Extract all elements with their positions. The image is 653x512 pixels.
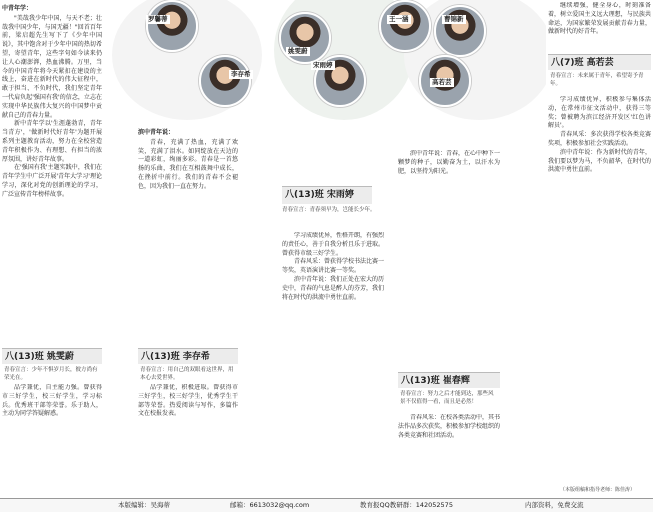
student-name: 高若芸 xyxy=(432,78,452,86)
footer-note: 内部资料，免费交流 xyxy=(525,501,584,509)
section-body xyxy=(138,384,238,494)
section-title: 八(13)班 姚雯蔚 xyxy=(2,348,102,364)
right-top-column xyxy=(548,2,651,50)
footer-qq-group: 教育报QQ教研群：142052575 xyxy=(360,501,453,509)
youth-declaration: 青春宣言：努力之后才能到达，那些风景不仅值得一看，而且是必然！ xyxy=(400,391,494,405)
student-name: 宋雨婷 xyxy=(313,61,333,69)
section-body xyxy=(398,414,500,494)
paragraph: 学习成绩优异，性格开朗，有强烈的责任心，善于自我分析且乐于进取。曾获得市级三好学生。 xyxy=(282,232,384,257)
paragraph: 在'强国有我'主题实践中，我们在青年学生中广泛开展'青年大学习'理论学习，深化对党的创新理论的学习，广泛宣传青年榜样故事。 xyxy=(2,164,102,198)
youth-declaration: 青春宣言：用自己的双眼看这世界，用本心去爱世界。 xyxy=(140,367,234,381)
section-body xyxy=(2,384,102,494)
youth-declaration: 青春宣言：未来属于青年，希望寄予青年。 xyxy=(550,73,644,87)
section-body xyxy=(548,96,651,481)
paragraph: 滨中青年说：我们正处在宏大的历史中，青春的气息是醉人的芬芳，我们将在时代的洪流中勇往直前。 xyxy=(282,275,384,301)
portrait-photo xyxy=(434,5,486,57)
right-center-column xyxy=(398,150,500,365)
portrait-photo xyxy=(279,12,331,64)
page-footer xyxy=(0,498,653,512)
student-name: 曹锦新 xyxy=(444,15,464,23)
portrait-photo xyxy=(146,0,198,52)
student-name: 姚雯蔚 xyxy=(288,47,308,55)
paragraph: 学习成绩优异，积极参与集体活动，在常州市征文活动中，获得三等奖；曾被聘为滨江经济开发区'红色讲解员'。 xyxy=(548,96,651,130)
intro-column xyxy=(2,2,102,342)
subheading: 滨中青年说： xyxy=(138,129,175,136)
paragraph: 新中青年学以'生涯蓬勃青，青年当青方'，'做新时代好青年'为题开展系列主题教育活动，努力在全校营造青年积极作为、有理想、有担当的浓厚氛围，讲好青年故事。 xyxy=(2,120,102,163)
section-title: 八(13)班 宋雨婷 xyxy=(282,186,372,204)
paragraph: "美哉我少年中国，与天不老；壮哉我中国少年，与国无疆！"回首百年前，梁启超先生写下了《少年中国说》，其中饱含对于少年中国的热切希望，寄望青年，这些字句如今读来仍让人心潮澎湃，热血沸腾。万里，当今的中国青年将今天紧扣在建设的主线上，奋进在新时代的伟大征程中，敢于担当、不负时代，我们坚定青年一代肩负起'强国有我'的信念，立志在实现中华民族伟大复兴的中国梦中贡献自己的青春力量。 xyxy=(2,14,102,119)
student-name: 罗馨蒂 xyxy=(148,15,168,23)
paragraph: 中青年学： xyxy=(2,5,33,12)
portrait-photo xyxy=(199,55,251,107)
footer-email: 邮箱：6613032@qq.com xyxy=(230,501,310,509)
photo-collage xyxy=(104,0,546,122)
paragraph: 青春，充满了热血，充满了欢笑，充满了泪水。如同绽放在天边的一道彩虹，绚丽多彩。青春是一首悠扬的乐曲，我们在互相鼓舞中成长，在挫折中前行。我们的青春不会褪色，因为我们一直在努力。 xyxy=(138,138,238,190)
paragraph: 滨中青年说：青春，在心中种下一颗梦的种子，以勤奋为土，以汗水为肥，以坚持为阳光。 xyxy=(398,150,500,175)
youth-declaration: 青春宣言：青春须早为，岂能长少年。 xyxy=(282,207,376,213)
student-name: 王一涵 xyxy=(389,15,409,23)
paragraph: 品学兼优，自主能力强。曾获得市三好学生，校三好学生，学习标兵。优秀班干部等荣誉。乐于助人，主动为同学答疑解惑。 xyxy=(2,384,102,418)
paragraph: 青春风采：在校各类活动中，其书法作品多次获奖，积极参加学校组织的各类竞赛和社团活动。 xyxy=(398,414,500,439)
student-name: 李存希 xyxy=(231,70,251,78)
footer-editor: 本版编辑：吴海蒂 xyxy=(118,501,170,509)
credit-line: （本版组稿和指导老师：陈佳涛） xyxy=(560,487,636,493)
section-title: 八(13)班 崔春辉 xyxy=(398,372,500,388)
paragraph: 青春风采：曾获得学校书法比赛一等奖，英语演讲比赛一等奖。 xyxy=(282,258,384,275)
paragraph: 青春风采：多次获得学校各类竞赛奖项，积极参加社会实践活动。 xyxy=(548,131,651,147)
paragraph: 滨中青年说：作为新时代的青年，我们要以梦为马，不负韶华，在时代的洪流中勇往直前。 xyxy=(548,148,651,174)
section-title: 八(13)班 李存希 xyxy=(138,348,238,364)
youth-declaration: 青春宣言：少年不惧岁月长，彼方尚有荣光在。 xyxy=(4,367,98,381)
paragraph: 品学兼优，积极进取。曾获得市三好学生，校三好学生，优秀学生干部等荣誉。热爱阅读与写作，多篇作文在校报发表。 xyxy=(138,384,238,418)
portrait-photo xyxy=(379,0,431,52)
section-body xyxy=(282,232,384,494)
section-title: 八(7)班 高若芸 xyxy=(548,54,651,70)
middle-column xyxy=(138,126,238,341)
paragraph: 继续增强，健全身心，时刻准备着，树立爱国主义远大理想，与民族共命运，为国家繁荣发展贡献青春力量，做新时代的好青年。 xyxy=(548,2,651,36)
